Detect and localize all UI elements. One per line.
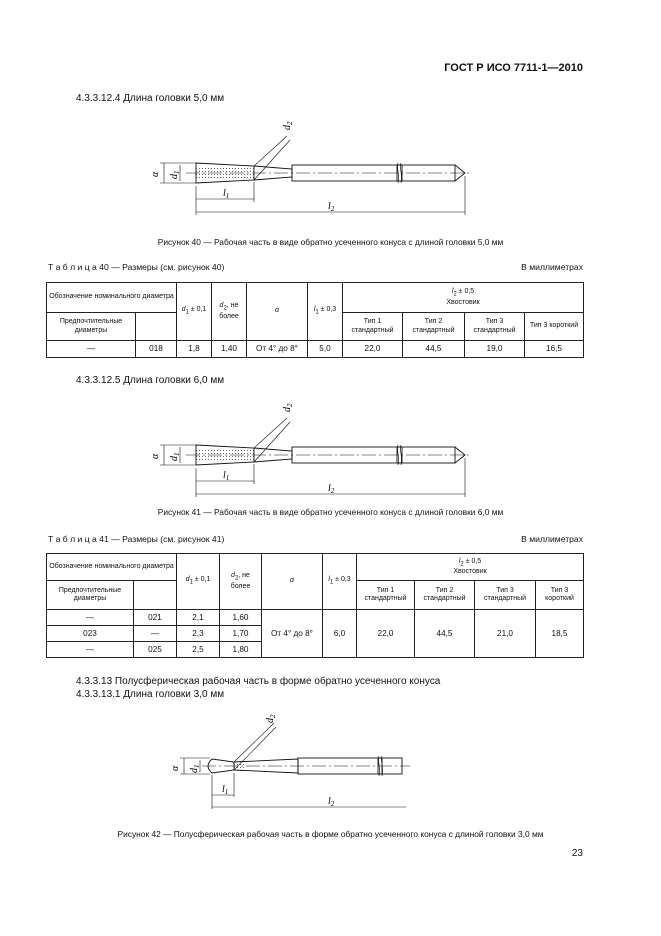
page-number: 23 [571,848,583,859]
label-l1: $l_1$ [223,188,230,200]
cell-type-3-short: 18,5 [536,610,584,658]
figure-40-drawing [150,110,480,222]
cell: — [47,610,134,626]
header-type-3-short: Тип 3 короткий [525,313,584,341]
cell: От 4° до 8° [247,341,308,358]
document-standard-header: ГОСТ Р ИСО 7711-1—2010 [444,62,583,74]
header-l2-shank: $l_2 \pm 0,5$ Хвостовик [357,554,584,581]
cell: 1,60 [220,610,262,626]
figure-41-caption: Рисунок 41 — Рабочая часть в виде обратно усеченного конуса с длиной головки 6,0 мм [157,507,504,517]
cell: — [47,642,134,658]
label-d1: $d_1$ [169,452,181,461]
table-40-units: В миллиметрах [521,262,583,272]
cell: 018 [136,341,177,358]
table-41-units: В миллиметрах [521,534,583,544]
header-blank [134,581,177,610]
cell: 1,40 [212,341,247,358]
cell: 2,5 [177,642,220,658]
header-l1: $l_1 \pm 0,3$ [308,283,343,341]
cell: 19,0 [465,341,525,358]
cell: — [47,341,136,358]
header-type-3-std: Тип 3 стандартный [475,581,536,610]
section-heading-13: 4.3.3.13 Полусферическая рабочая часть в форме обратно усеченного конуса [76,676,441,687]
figure-42-drawing [170,703,410,813]
cell: 5,0 [308,341,343,358]
cell-type-1: 22,0 [357,610,415,658]
table-40-caption: Т а б л и ц а 40 — Размеры (см. рисунок 40) [48,262,225,272]
label-l2: $l_2$ [328,483,335,495]
cell: 1,80 [220,642,262,658]
section-heading-13-1: 4.3.3.13.1 Длина головки 3,0 мм [76,689,225,700]
label-d2: $d_2$ [282,121,294,130]
section-heading-12-4: 4.3.3.12.4 Длина головки 5,0 мм [76,93,225,104]
header-type-1: Тип 1 стандартный [357,581,415,610]
header-d1: $d_1 \pm 0,1$ [177,554,220,610]
header-d2: $d_2$, не более [212,283,247,341]
header-type-3-short: Тип 3 короткий [536,581,584,610]
cell-type-2: 44,5 [415,610,475,658]
label-d2: $d_2$ [282,403,294,412]
cell: 16,5 [525,341,584,358]
header-designation: Обозначение номинального диаметра [47,283,177,313]
figure-41-drawing [150,392,480,504]
cell: 44,5 [403,341,465,358]
header-preferred: Предпочтительные диаметры [47,581,134,610]
figure-42-caption: Рисунок 42 — Полусферическая рабочая часть в форме обратно усеченного конуса с длиной головки 3,0 мм [117,829,544,839]
cell: 22,0 [343,341,403,358]
cell: 2,3 [177,626,220,642]
figure-40-caption: Рисунок 40 — Рабочая часть в виде обратно усеченного конуса с длиной головки 5,0 мм [157,237,504,247]
header-blank [136,313,177,341]
section-heading-12-5: 4.3.3.12.5 Длина головки 6,0 мм [76,375,225,386]
label-alpha: α [150,171,161,177]
header-type-2: Тип 2 стандартный [415,581,475,610]
header-l1: $l_1 \pm 0,3$ [323,554,357,610]
header-type-2: Тип 2 стандартный [403,313,465,341]
cell: 025 [134,642,177,658]
table-40 [46,282,584,358]
label-alpha: α [170,765,181,771]
header-l2-shank: $l_2 \pm 0,5$ Хвостовик [343,283,584,313]
cell: 021 [134,610,177,626]
label-d1: $d_1$ [169,170,181,179]
header-d1: $d_1 \pm 0,1$ [177,283,212,341]
table-41 [46,553,584,658]
label-l2: $l_2$ [328,201,335,213]
label-d2: $d_2$ [265,714,277,723]
cell-type-3-std: 21,0 [475,610,536,658]
label-alpha: α [150,453,161,459]
label-d1: $d_1$ [189,764,201,773]
table-row [47,610,584,626]
header-type-1: Тип 1 стандартный [343,313,403,341]
cell-l1: 6,0 [323,610,357,658]
header-d2: $d_2$, не более [220,554,262,610]
cell: 1,8 [177,341,212,358]
cell: — [134,626,177,642]
cell-alpha: От 4° до 8° [262,610,323,658]
label-l1: $l_1$ [223,470,230,482]
label-l2: $l_2$ [328,796,335,808]
header-alpha: α [247,283,308,341]
label-l1: $l_1$ [222,784,229,796]
table-row [47,341,584,358]
cell: 2,1 [177,610,220,626]
header-preferred: Предпочтительные диаметры [47,313,136,341]
cell: 023 [47,626,134,642]
header-type-3-std: Тип 3 стандартный [465,313,525,341]
header-alpha: α [262,554,323,610]
header-designation: Обозначение номинального диаметра [47,554,177,581]
cell: 1,70 [220,626,262,642]
table-41-caption: Т а б л и ц а 41 — Размеры (см. рисунок 41) [48,534,225,544]
